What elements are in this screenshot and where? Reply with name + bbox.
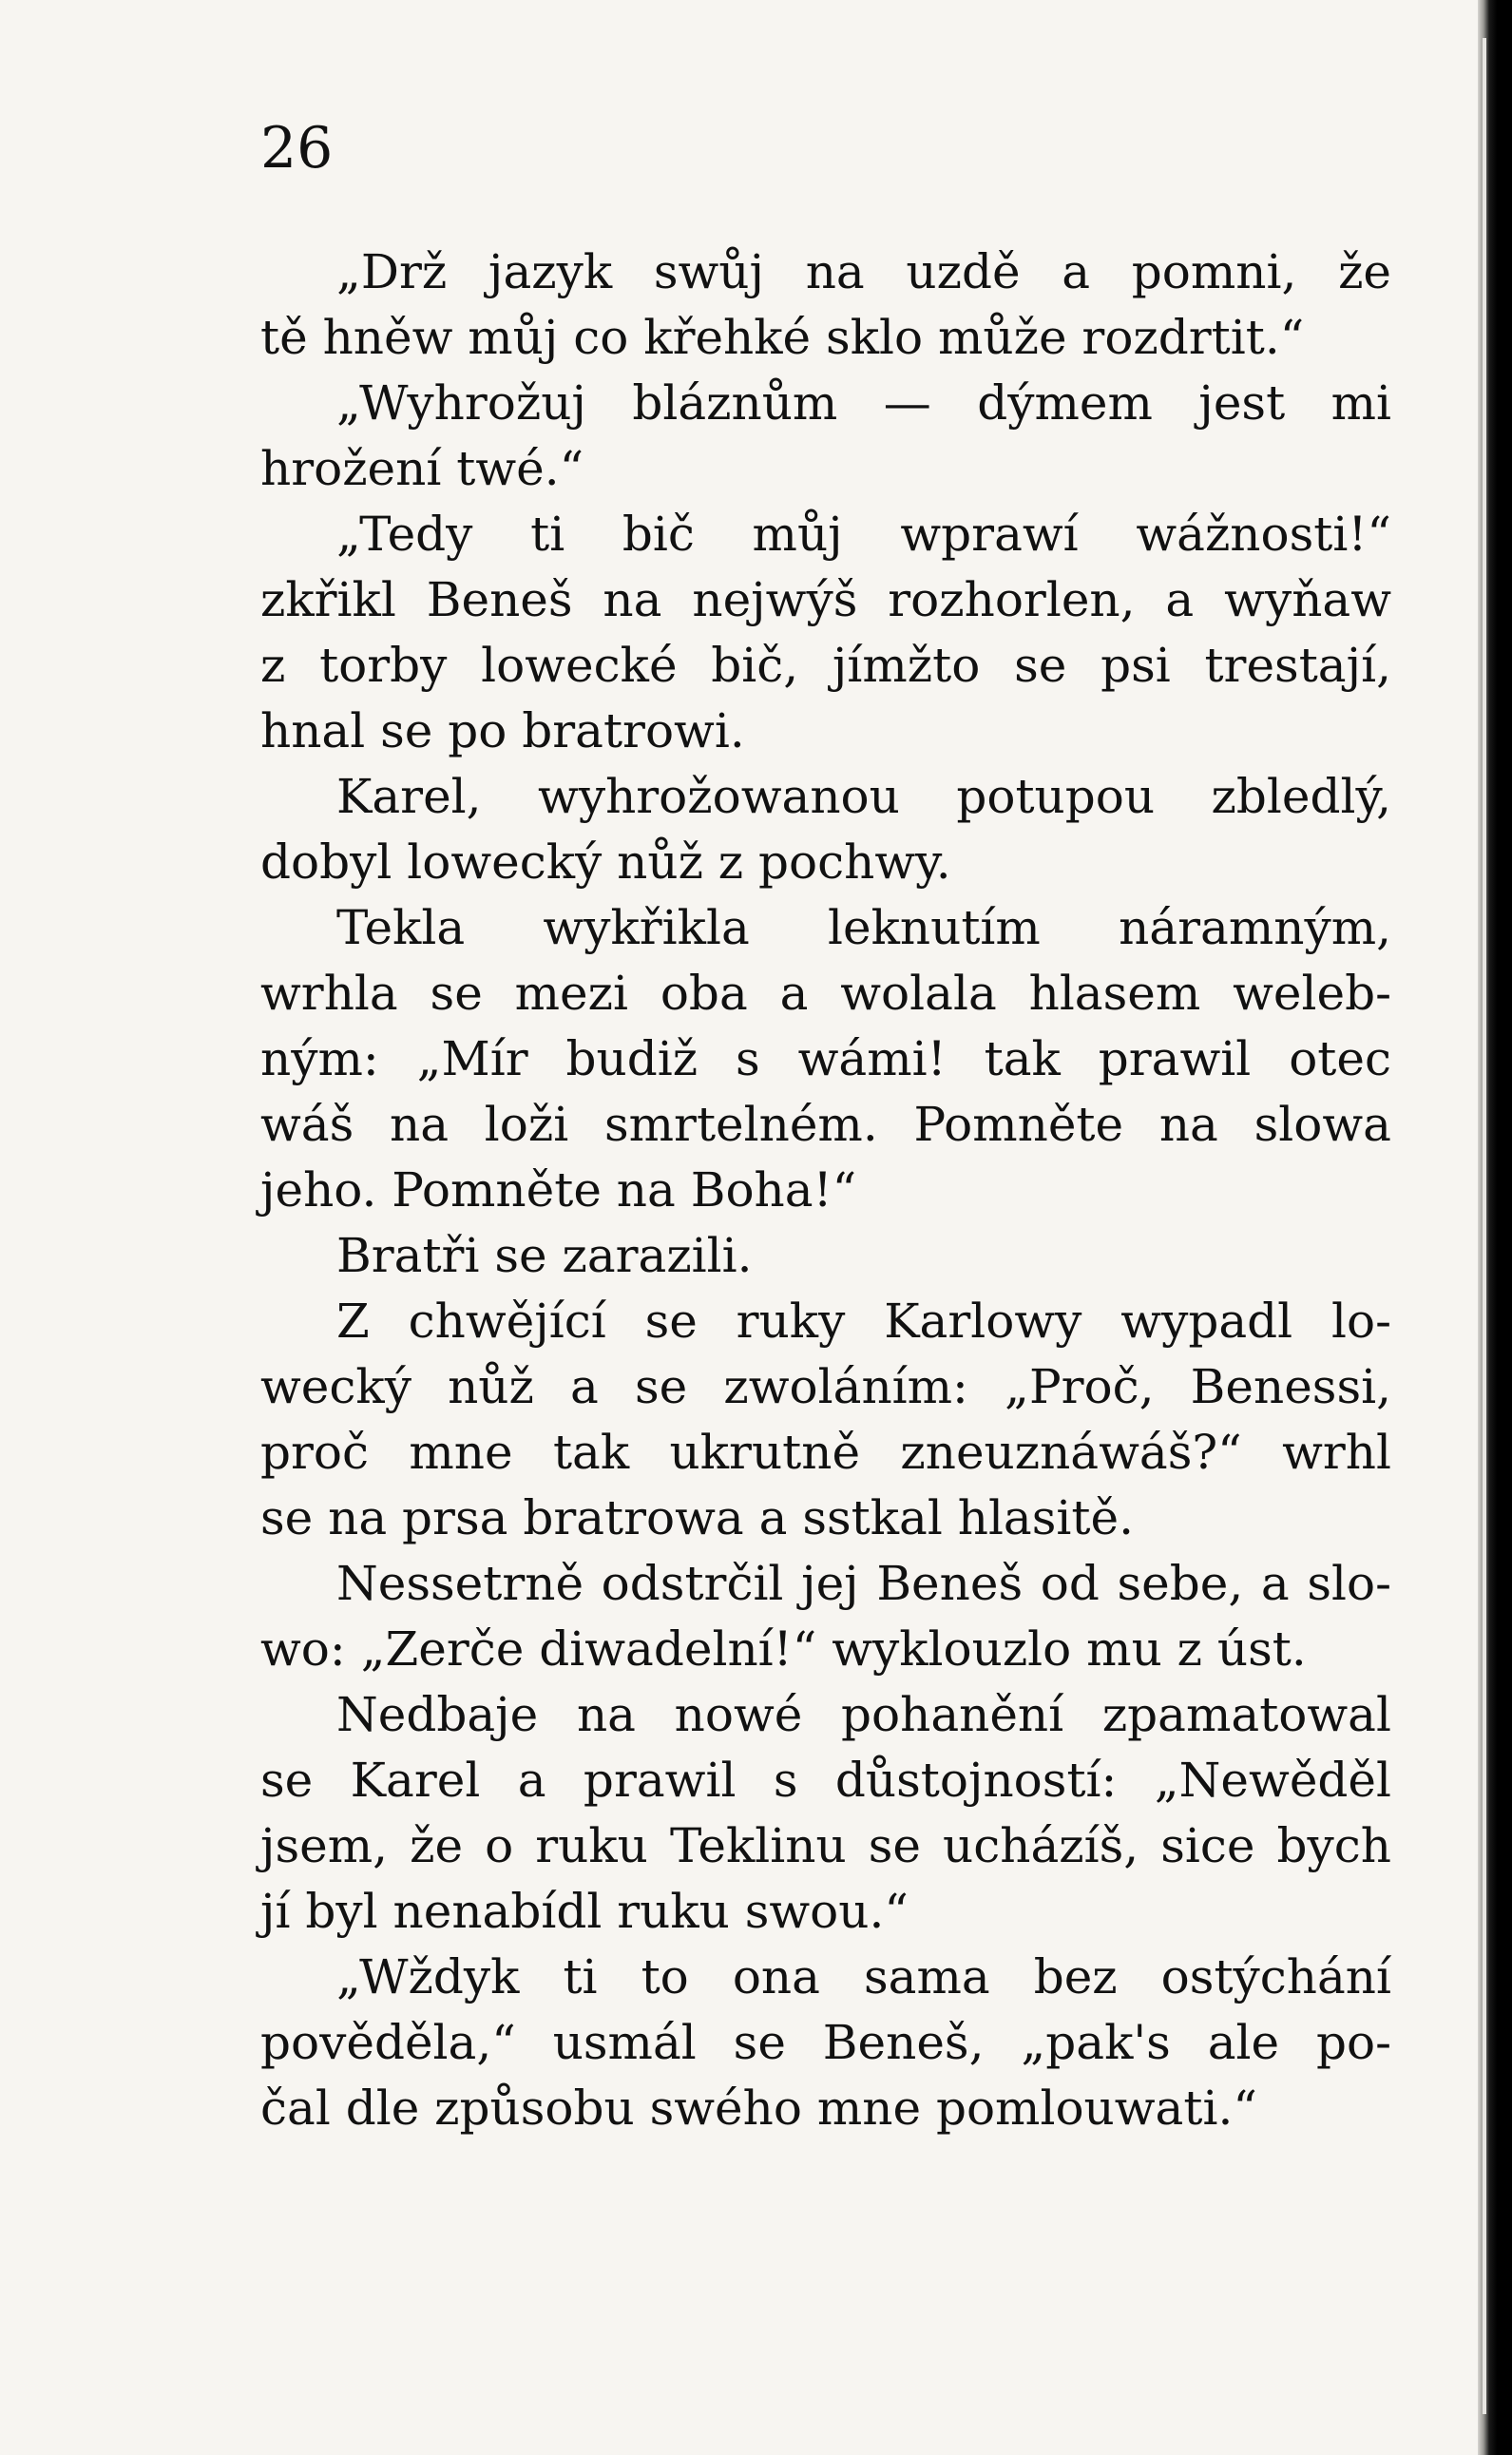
text-line: Karel, wyhrožowanou potupou zbledlý,: [336, 769, 1391, 824]
text-line: čal dle způsobu swého mne pomlouwati.“: [260, 2081, 1257, 2136]
text-line: tě hněw můj co křehké sklo může rozdrtit.“: [260, 310, 1305, 365]
text-line: jeho. Pomněte na Boha!“: [260, 1162, 857, 1218]
text-line: jsem, že o ruku Teklinu se ucházíš, sice bych: [260, 1818, 1391, 1873]
text-line: Z chwějící se ruky Karlowy wypadl lo-: [336, 1294, 1391, 1349]
text-line: „Wyhrožuj bláznům — dýmem jest mi: [336, 375, 1391, 431]
text-line: hnal se po bratrowi.: [260, 703, 745, 758]
text-line: z torby lowecké bič, jímžto se psi trestají,: [260, 638, 1391, 693]
text-line: se na prsa bratrowa a sstkal hlasitě.: [260, 1490, 1134, 1545]
text-line: Nedbaje na nowé pohanění zpamatowal: [336, 1687, 1391, 1742]
body-text: [260, 240, 1391, 2141]
text-line: dobyl lowecký nůž z pochwy.: [260, 834, 951, 890]
text-line: pověděla,“ usmál se Beneš, „pak's ale po-: [260, 2015, 1391, 2070]
text-line: wo: „Zerče diwadelní!“ wyklouzlo mu z úst.: [260, 1621, 1307, 1677]
text-line: ným: „Mír budiž s wámi! tak prawil otec: [260, 1031, 1391, 1086]
text-line: Nessetrně odstrčil jej Beneš od sebe, a slo-: [336, 1556, 1391, 1611]
page-number: 26: [260, 115, 334, 182]
text-line: wecký nůž a se zwoláním: „Proč, Benessi,: [260, 1359, 1391, 1414]
text-line: „Tedy ti bič můj wprawí wážnosti!“: [336, 507, 1391, 562]
text-line: se Karel a prawil s důstojností: „Newěděl: [260, 1753, 1391, 1808]
text-line: wáš na loži smrtelném. Pomněte na slowa: [260, 1097, 1391, 1152]
text-line: „Wždyk ti to ona sama bez ostýchání: [336, 1949, 1391, 2004]
text-line: jí byl nenabídl ruku swou.“: [260, 1884, 909, 1939]
text-line: zkřikl Beneš na nejwýš rozhorlen, a wyňaw: [260, 572, 1391, 627]
text-line: „Drž jazyk swůj na uzdě a pomni, že: [336, 244, 1391, 299]
text-line: proč mne tak ukrutně zneuznáwáš?“ wrhl: [260, 1425, 1391, 1480]
text-line: Bratři se zarazili.: [336, 1228, 753, 1283]
page-edge-highlight: [1483, 38, 1486, 2414]
text-line: hrožení twé.“: [260, 441, 584, 496]
text-line: wrhla se mezi oba a wolala hlasem weleb-: [260, 966, 1391, 1021]
text-line: Tekla wykřikla leknutím náramným,: [336, 900, 1391, 955]
